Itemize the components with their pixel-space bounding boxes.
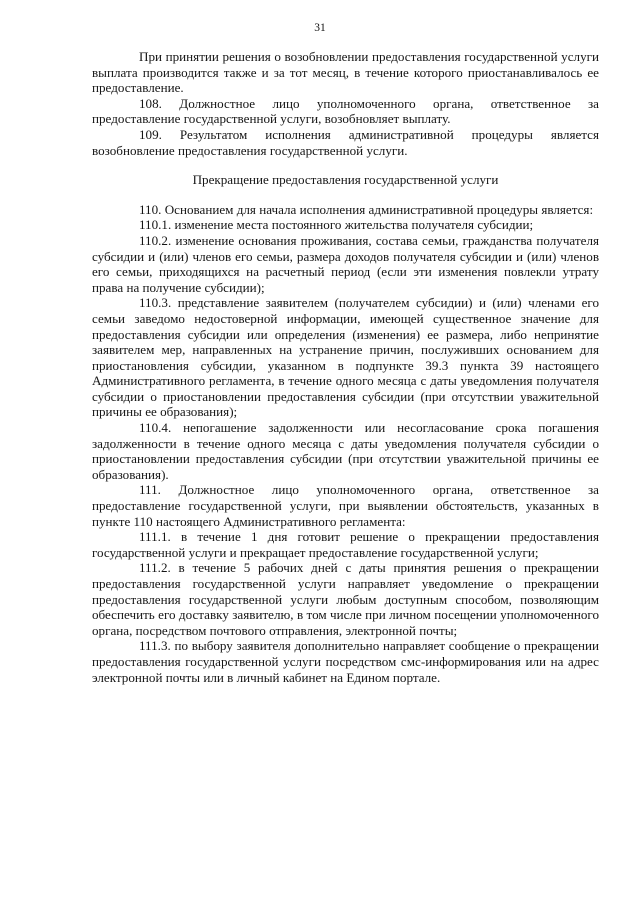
section-heading: Прекращение предоставления государственной услуги — [192, 172, 499, 188]
paragraph-110-4: 110.4. непогашение задолженности или несогласование срока погашения задолженности в течение одного месяца с даты уведомления получателя субсидии о приостановлении предоставления субсидии (при отсутствии уважительной причины ее образования). — [92, 420, 599, 482]
paragraph-110-3: 110.3. представление заявителем (получателем субсидии) и (или) членами его семьи заведомо недостоверной информации, имеющей существенное значение для предоставления субсидии или определения (изменения) ее размера, либо непринятие заявителем мер, направленных на устранение причин, послуживших основанием для приостановления субсидии, указанном в подпункте 39.3 пункта 39 настоящего Административного регламента, в течение одного месяца с даты уведомления получателя субсидии о приостановлении предоставления субсидии (при отсутствии уважительной причины ее образования); — [92, 295, 599, 420]
page-number: 31 — [314, 22, 326, 34]
paragraph-110-1: 110.1. изменение места постоянного жительства получателя субсидии; — [139, 217, 534, 233]
paragraph-111: 111. Должностное лицо уполномоченного органа, ответственное за предоставление государственной услуги, при выявлении обстоятельств, указанных в пункте 110 настоящего Административного регламента: — [92, 482, 599, 529]
paragraph-111-2: 111.2. в течение 5 рабочих дней с даты принятия решения о прекращении предоставления государственной услуги направляет уведомление о прекращении предоставления государственной услуги любым доступным способом, позволяющим обеспечить его доставку заявителю, в том числе при личном посещении уполномоченного органа, посредством почтового отправления, электронной почты; — [92, 560, 599, 638]
paragraph-109: 109. Результатом исполнения административной процедуры является возобновление предоставления государственной услуги. — [92, 126, 599, 158]
paragraph-resumption-payment: При принятии решения о возобновлении предоставления государственной услуги выплата производится также и за тот месяц, в течение которого приостанавливалось ее предоставление. — [92, 49, 599, 96]
paragraph-110: 110. Основанием для начала исполнения административной процедуры является: — [139, 201, 594, 217]
paragraph-111-1: 111.1. в течение 1 дня готовит решение о прекращении предоставления государственной услуги и прекращает предоставление государственной услуги; — [92, 529, 599, 560]
paragraph-108: 108. Должностное лицо уполномоченного органа, ответственное за предоставление государственной услуги, возобновляет выплату. — [92, 95, 599, 127]
paragraph-110-2: 110.2. изменение основания проживания, состава семьи, гражданства получателя субсидии и (или) членов его семьи, размера доходов получателя субсидии и (или) членов его семьи, приходящихся на расчетный период (если эти изменения повлекли утрату права на получение субсидии); — [92, 232, 599, 295]
document-body — [92, 49, 599, 685]
paragraph-111-3: 111.3. по выбору заявителя дополнительно направляет сообщение о прекращении предоставления государственной услуги посредством смс-информирования или на адрес электронной почты или в личный кабинет на Едином портале. — [92, 638, 599, 685]
